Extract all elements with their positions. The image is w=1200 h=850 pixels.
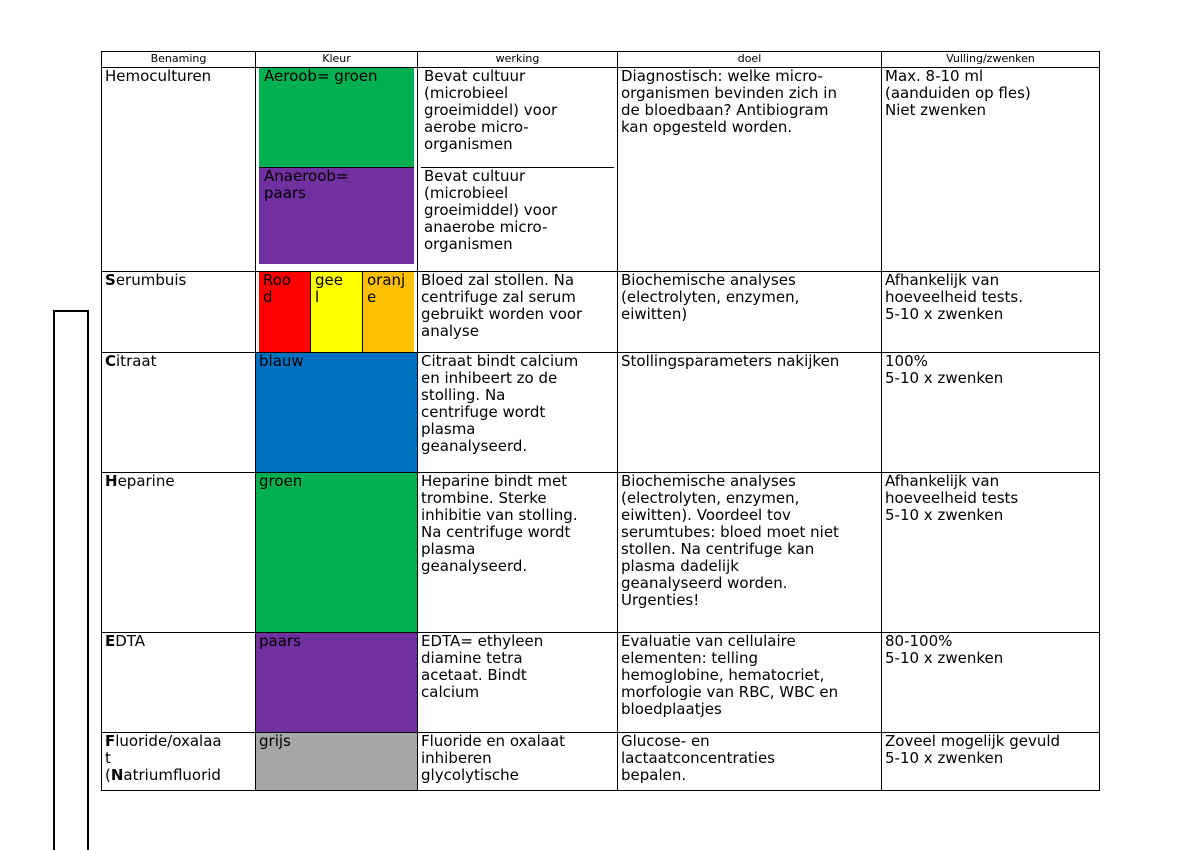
doel-serumbuis: Biochemische analyses (electrolyten, enzymen, eiwitten) — [618, 272, 882, 353]
table-row-heparine — [102, 473, 1100, 633]
vulling-hemoculturen: Max. 8-10 ml (aanduiden op fles) Niet zwenken — [882, 68, 1100, 272]
margin-bracket-line — [53, 310, 89, 850]
header-werking: werking — [418, 52, 618, 68]
table-row-hemoculturen — [102, 68, 1100, 272]
table-row-fluoride — [102, 733, 1100, 791]
vulling-fluoride: Zoveel mogelijk gevuld 5-10 x zwenken — [882, 733, 1100, 791]
name-serumbuis: Serumbuis — [102, 272, 256, 353]
doel-citraat: Stollingsparameters nakijken — [618, 353, 882, 473]
table-row-citraat — [102, 353, 1100, 473]
werking-edta: EDTA= ethyleen diamine tetra acetaat. Bindt calcium — [418, 633, 618, 733]
vulling-serumbuis: Afhankelijk van hoeveelheid tests. 5-10 x zwenken — [882, 272, 1100, 353]
color-swatch-yellow: gee l — [311, 272, 363, 352]
color-swatch-green-heparine: groen — [256, 473, 418, 633]
color-swatch-blue: blauw — [256, 353, 418, 473]
name-heparine: Heparine — [102, 473, 256, 633]
color-swatch-gray: grijs — [256, 733, 418, 791]
vulling-citraat: 100% 5-10 x zwenken — [882, 353, 1100, 473]
vulling-edta: 80-100% 5-10 x zwenken — [882, 633, 1100, 733]
name-fluoride: Fluoride/oxalaa t (Natriumfluorid — [102, 733, 256, 791]
header-vulling: Vulling/zwenken — [882, 52, 1100, 68]
color-cell-serumbuis — [256, 272, 418, 353]
color-cell-hemoculturen — [256, 68, 418, 272]
werking-citraat: Citraat bindt calcium en inhibeert zo de stolling. Na centrifuge wordt plasma geanalyseerd. — [418, 353, 618, 473]
header-benaming: Benaming — [102, 52, 256, 68]
name-citraat: Citraat — [102, 353, 256, 473]
blood-tube-table — [101, 51, 1100, 791]
name-edta: EDTA — [102, 633, 256, 733]
werking-anaeroob: Bevat cultuur (microbieel groeimiddel) voor anaerobe micro- organismen — [424, 167, 558, 253]
color-swatch-purple: Anaeroob= paars — [259, 168, 414, 264]
color-swatch-orange: oranj e — [363, 272, 414, 352]
werking-serumbuis: Bloed zal stollen. Na centrifuge zal serum gebruikt worden voor analyse — [418, 272, 618, 353]
doel-hemoculturen: Diagnostisch: welke micro- organismen bevinden zich in de bloedbaan? Antibiogram kan opgesteld worden. — [618, 68, 882, 272]
werking-fluoride: Fluoride en oxalaat inhiberen glycolytische — [418, 733, 618, 791]
header-kleur: Kleur — [256, 52, 418, 68]
name-hemoculturen: Hemoculturen — [102, 68, 256, 272]
werking-aeroob: Bevat cultuur (microbieel groeimiddel) voor aerobe micro- organismen — [421, 68, 614, 168]
doel-heparine: Biochemische analyses (electrolyten, enzymen, eiwitten). Voordeel tov serumtubes: bloed moet niet stollen. Na centrifuge kan plasma dadelijk geanalyseerd worden. Urgenties! — [618, 473, 882, 633]
doel-edta: Evaluatie van cellulaire elementen: telling hemoglobine, hematocriet, morfologie van RBC, WBC en bloedplaatjes — [618, 633, 882, 733]
table-row-edta — [102, 633, 1100, 733]
doel-fluoride: Glucose- en lactaatconcentraties bepalen. — [618, 733, 882, 791]
color-swatch-purple-edta: paars — [256, 633, 418, 733]
header-doel: doel — [618, 52, 882, 68]
table-row-serumbuis — [102, 272, 1100, 353]
vulling-heparine: Afhankelijk van hoeveelheid tests 5-10 x zwenken — [882, 473, 1100, 633]
werking-hemoculturen — [418, 68, 618, 272]
color-swatch-red: Roo d — [259, 272, 311, 352]
color-swatch-green: Aeroob= groen — [259, 68, 414, 168]
werking-heparine: Heparine bindt met trombine. Sterke inhibitie van stolling. Na centrifuge wordt plasma geanalyseerd. — [418, 473, 618, 633]
header-row — [102, 52, 1100, 68]
